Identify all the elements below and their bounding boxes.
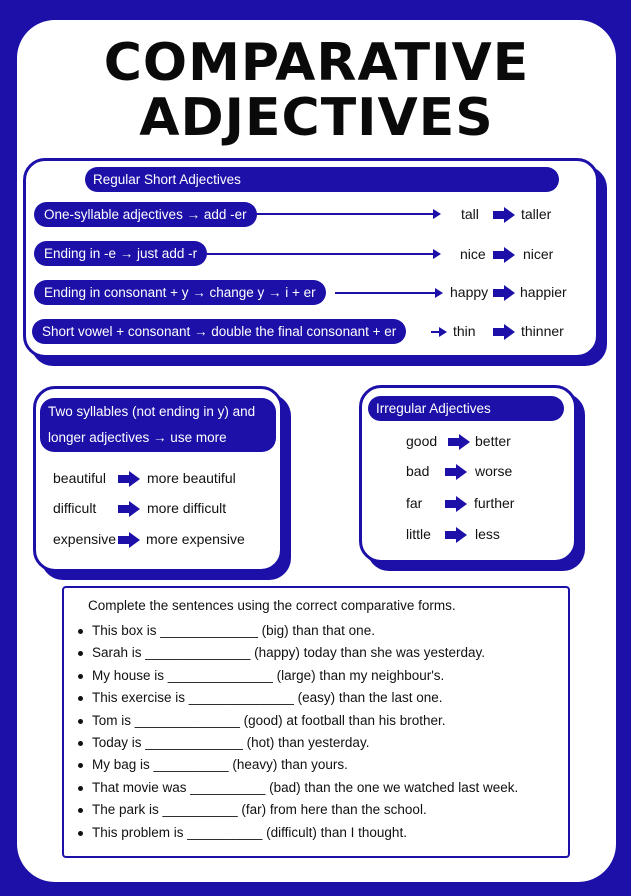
right-arrow-icon — [448, 434, 470, 450]
rule-base-word: nice — [460, 246, 486, 262]
rule-arrow-line — [431, 331, 445, 333]
irregular-base-word: bad — [406, 463, 430, 479]
example-comparative-word: more expensive — [146, 531, 245, 547]
long-heading-line-1: Two syllables (not ending in y) and — [48, 404, 256, 419]
worksheet-page — [17, 20, 616, 882]
irregular-comparative-word: less — [475, 526, 500, 542]
irregular-base-word: little — [406, 526, 431, 542]
rule-base-word: tall — [461, 206, 479, 222]
irregular-base-word: good — [406, 433, 438, 449]
irregular-comparative-word: better — [475, 433, 511, 449]
exercise-sentence: Tom is ______________ (good) at football than his brother. — [74, 710, 558, 732]
example-base-word: difficult — [53, 500, 97, 516]
right-arrow-icon — [493, 247, 515, 263]
rule-base-word: happy — [450, 284, 489, 300]
exercise-sentence: This problem is __________ (difficult) than I thought. — [74, 822, 558, 844]
right-arrow-icon — [118, 501, 140, 517]
right-arrow-icon — [445, 464, 467, 480]
rule-label: Short vowel + consonant → double the final consonant + er — [32, 319, 406, 344]
exercise-sentence: That movie was __________ (bad) than the one we watched last week. — [74, 777, 558, 799]
right-arrow-icon — [118, 532, 140, 548]
long-heading — [40, 398, 276, 452]
right-arrow-icon — [493, 285, 515, 301]
long-heading-line-2: longer adjectives → use more — [48, 430, 227, 445]
irregular-heading: Irregular Adjectives — [368, 396, 564, 421]
title-line-2: ADJECTIVES — [139, 88, 494, 148]
right-arrow-icon — [493, 207, 515, 223]
exercise-sentence: The park is __________ (far) from here than the school. — [74, 799, 558, 821]
right-arrow-icon — [118, 471, 140, 487]
example-comparative-word: more beautiful — [147, 470, 236, 486]
rule-base-word: thin — [453, 323, 476, 339]
irregular-base-word: far — [406, 495, 423, 511]
rule-label: Ending in consonant + y → change y → i + er — [34, 280, 326, 305]
exercise-sentence: Sarah is ______________ (happy) today than she was yesterday. — [74, 642, 558, 664]
right-arrow-icon — [445, 496, 467, 512]
exercise-sentence: This box is _____________ (big) than that one. — [74, 620, 558, 642]
exercise-instruction: Complete the sentences using the correct comparative forms. — [88, 598, 456, 613]
right-arrow-icon — [445, 527, 467, 543]
irregular-comparative-word: worse — [475, 463, 513, 479]
rule-comparative-word: happier — [520, 284, 567, 300]
rule-arrow-line — [247, 213, 439, 215]
rule-label: One-syllable adjectives → add -er — [34, 202, 257, 227]
exercise-sentence: Today is _____________ (hot) than yesterday. — [74, 732, 558, 754]
right-arrow-icon — [493, 324, 515, 340]
example-base-word: beautiful — [53, 470, 106, 486]
rule-comparative-word: taller — [521, 206, 552, 222]
rule-comparative-word: nicer — [523, 246, 554, 262]
rule-label: Ending in -e → just add -r — [34, 241, 207, 266]
irregular-comparative-word: further — [474, 495, 515, 511]
title-line-1: COMPARATIVE — [103, 33, 530, 93]
rule-arrow-line — [207, 253, 439, 255]
exercise-list — [74, 620, 558, 844]
exercise-sentence: My house is ______________ (large) than my neighbour's. — [74, 665, 558, 687]
rule-comparative-word: thinner — [521, 323, 564, 339]
exercise-sentence: This exercise is ______________ (easy) than the last one. — [74, 687, 558, 709]
example-comparative-word: more difficult — [147, 500, 227, 516]
rule-arrow-line — [335, 292, 441, 294]
exercise-sentence: My bag is __________ (heavy) than yours. — [74, 754, 558, 776]
example-base-word: expensive — [53, 531, 117, 547]
regular-heading: Regular Short Adjectives — [85, 167, 559, 192]
exercise-box — [62, 586, 570, 858]
